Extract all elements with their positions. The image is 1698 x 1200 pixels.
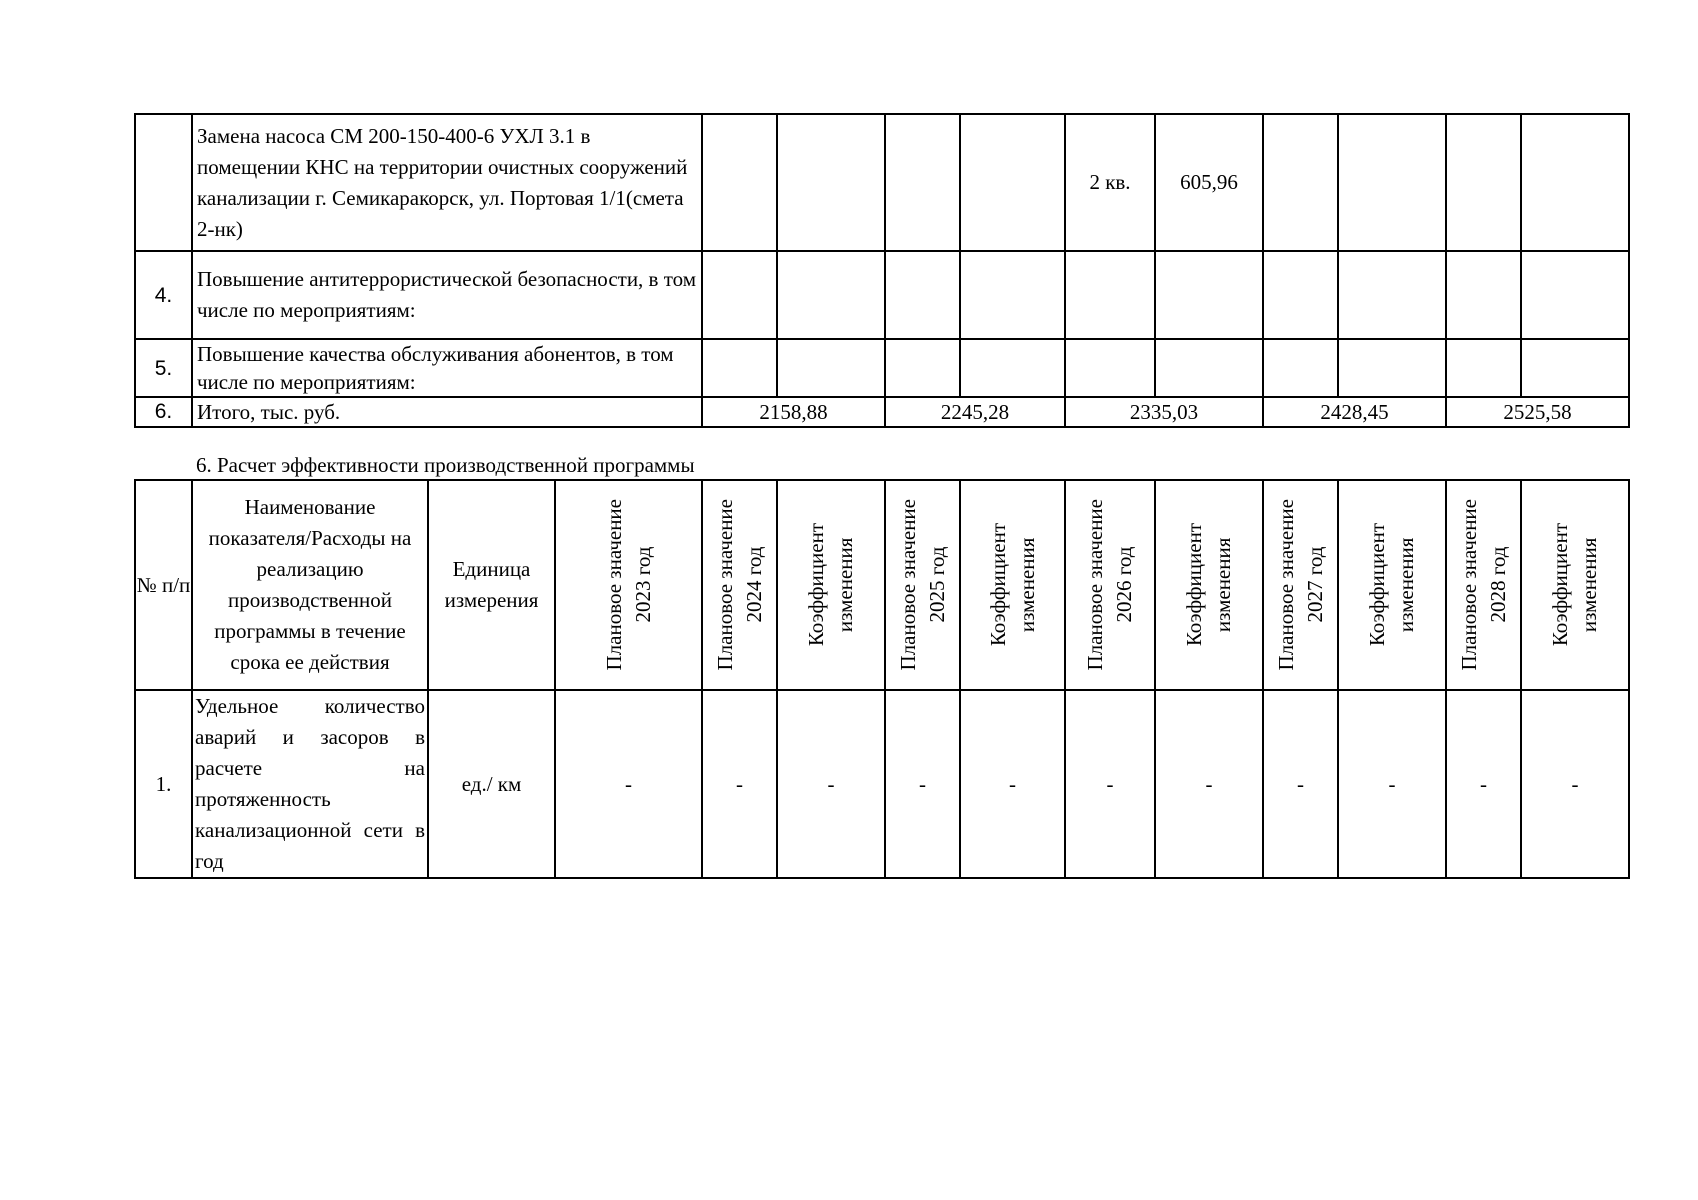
row-number: 4.: [135, 251, 192, 339]
efficiency-table: [134, 479, 1630, 879]
measure-name: Повышение антитеррористической безопасности, в том числе по мероприятиям:: [192, 251, 702, 339]
header-plan-2025: Плановое значение 2025 год: [885, 480, 960, 690]
value-cell: -: [885, 690, 960, 878]
row-number: [135, 114, 192, 251]
value-cell: 605,96: [1155, 114, 1263, 251]
unit-cell: ед./ км: [428, 690, 555, 878]
total-label: Итого, тыс. руб.: [192, 397, 702, 427]
value-cell: -: [1338, 690, 1446, 878]
quarter-cell: 2 кв.: [1065, 114, 1155, 251]
section-title: 6. Расчет эффективности производственной программы: [196, 453, 695, 477]
value-cell: -: [777, 690, 885, 878]
value-cell: -: [1263, 690, 1338, 878]
table-row: [135, 114, 1629, 251]
header-unit: Единица измерения: [428, 480, 555, 690]
header-plan-2023: Плановое значение 2023 год: [555, 480, 702, 690]
header-coef-2024: Коэффициент изменения: [777, 480, 885, 690]
value-cell: -: [702, 690, 777, 878]
table-row: [135, 339, 1629, 397]
value-cell: -: [960, 690, 1065, 878]
header-coef-2026: Коэффициент изменения: [1155, 480, 1263, 690]
total-2025: 2245,28: [885, 397, 1065, 427]
total-row: [135, 397, 1629, 427]
value-cell: -: [1521, 690, 1629, 878]
header-row: [135, 480, 1629, 690]
total-2028: 2525,58: [1446, 397, 1629, 427]
value-cell: -: [555, 690, 702, 878]
row-number: 5.: [135, 339, 192, 397]
indicator-name: Удельное количество аварий и засоров в расчете на протяженность канализационной сети в год: [192, 690, 428, 878]
header-coef-2028: Коэффициент изменения: [1521, 480, 1629, 690]
table-row: [135, 251, 1629, 339]
header-plan-2027: Плановое значение 2027 год: [1263, 480, 1338, 690]
total-2026: 2335,03: [1065, 397, 1263, 427]
investment-table: [134, 113, 1630, 428]
header-coef-2027: Коэффициент изменения: [1338, 480, 1446, 690]
row-number: 1.: [135, 690, 192, 878]
measure-name: Замена насоса СМ 200-150-400-6 УХЛ 3.1 в помещении КНС на территории очистных сооружений канализации г. Семикаракорск, ул. Портовая 1/1(смета 2-нк): [192, 114, 702, 251]
header-plan-2024: Плановое значение 2024 год: [702, 480, 777, 690]
header-coef-2025: Коэффициент изменения: [960, 480, 1065, 690]
value-cell: -: [1446, 690, 1521, 878]
value-cell: -: [1065, 690, 1155, 878]
total-2024: 2158,88: [702, 397, 885, 427]
measure-name: Повышение качества обслуживания абонентов, в том числе по мероприятиям:: [192, 339, 702, 397]
table-row: [135, 690, 1629, 878]
value-cell: -: [1155, 690, 1263, 878]
header-name: Наименование показателя/Расходы на реализацию производственной программы в течение срока ее действия: [192, 480, 428, 690]
header-plan-2028: Плановое значение 2028 год: [1446, 480, 1521, 690]
header-no: № п/п: [135, 480, 192, 690]
row-number: 6.: [135, 397, 192, 427]
total-2027: 2428,45: [1263, 397, 1446, 427]
header-plan-2026: Плановое значение 2026 год: [1065, 480, 1155, 690]
